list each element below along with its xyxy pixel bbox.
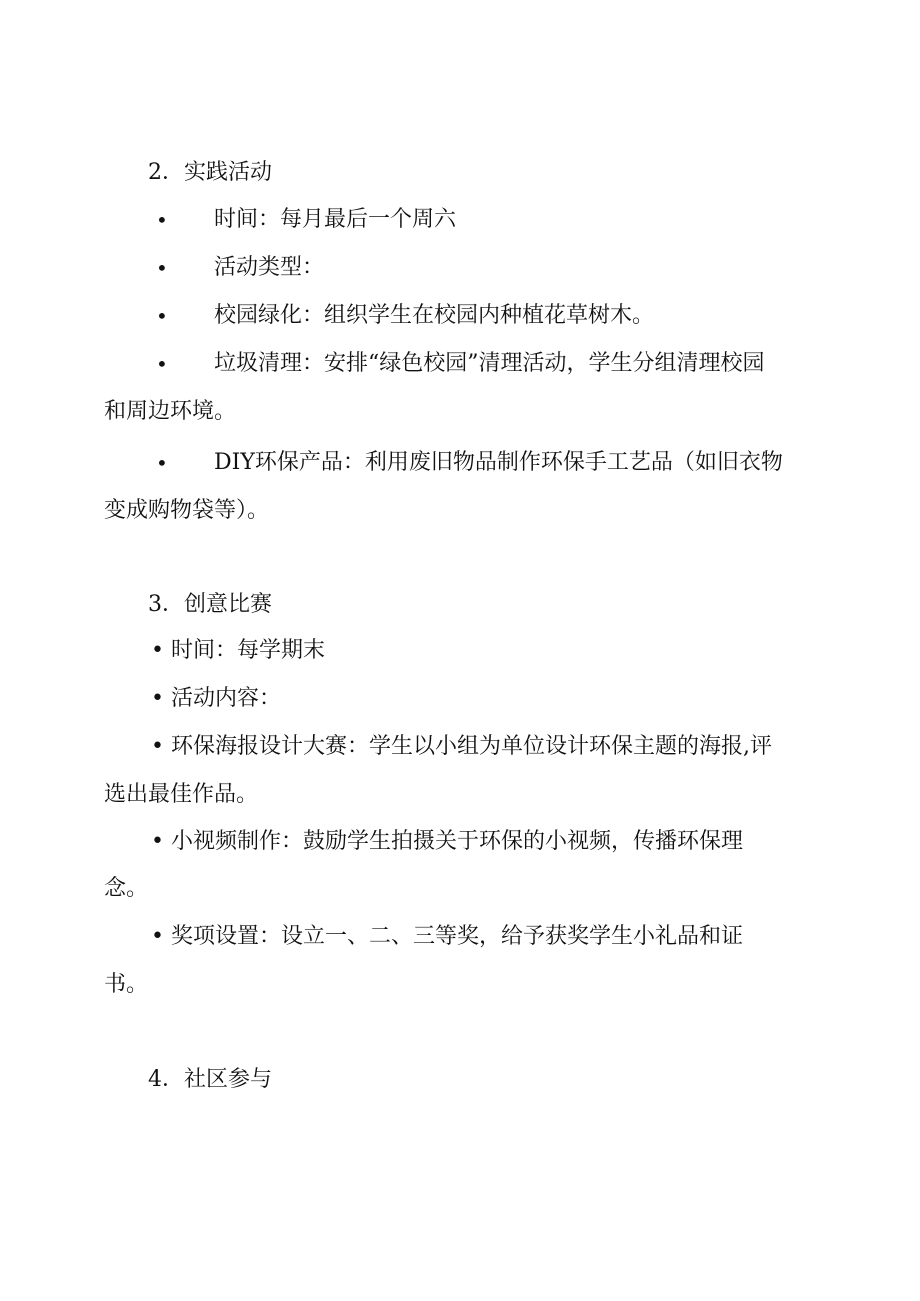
poster-contest: • 环保海报设计大赛：学生以小组为单位设计环保主题的海报,评 xyxy=(151,734,772,759)
awards-setting: • 奖项设置：设立一、二、三等奖，给予获奖学生小礼品和证 xyxy=(151,924,743,949)
bullet-icon: • xyxy=(156,256,168,280)
bullet-icon: • xyxy=(156,451,168,475)
section-2-heading: 2．实践活动 xyxy=(148,160,272,185)
bullet-icon: • xyxy=(156,208,168,232)
diy-products: DIY环保产品：利用废旧物品制作环保手工艺品（如旧衣物 xyxy=(214,450,783,475)
section-3-heading: 3．创意比赛 xyxy=(148,592,272,617)
video-making-cont: 念。 xyxy=(104,876,149,901)
campus-greening: 校园绿化：组织学生在校园内种植花草树木。 xyxy=(214,303,655,328)
garbage-cleanup-cont: 和周边环境。 xyxy=(104,399,237,424)
poster-contest-cont: 选出最佳作品。 xyxy=(104,782,259,807)
practice-activity-type: 活动类型： xyxy=(214,255,325,280)
garbage-cleanup: 垃圾清理：安排“绿色校园”清理活动，学生分组清理校园 xyxy=(214,351,765,376)
bullet-icon: • xyxy=(156,352,168,376)
video-making: • 小视频制作：鼓励学生拍摄关于环保的小视频，传播环保理 xyxy=(151,829,743,854)
contest-time: • 时间：每学期末 xyxy=(151,638,325,663)
contest-content: • 活动内容： xyxy=(151,686,281,711)
section-4-heading: 4．社区参与 xyxy=(148,1067,272,1092)
awards-setting-cont: 书。 xyxy=(104,972,149,997)
practice-time: 时间：每月最后一个周六 xyxy=(214,207,457,232)
diy-products-cont: 变成购物袋等）。 xyxy=(104,498,270,523)
bullet-icon: • xyxy=(156,304,168,328)
